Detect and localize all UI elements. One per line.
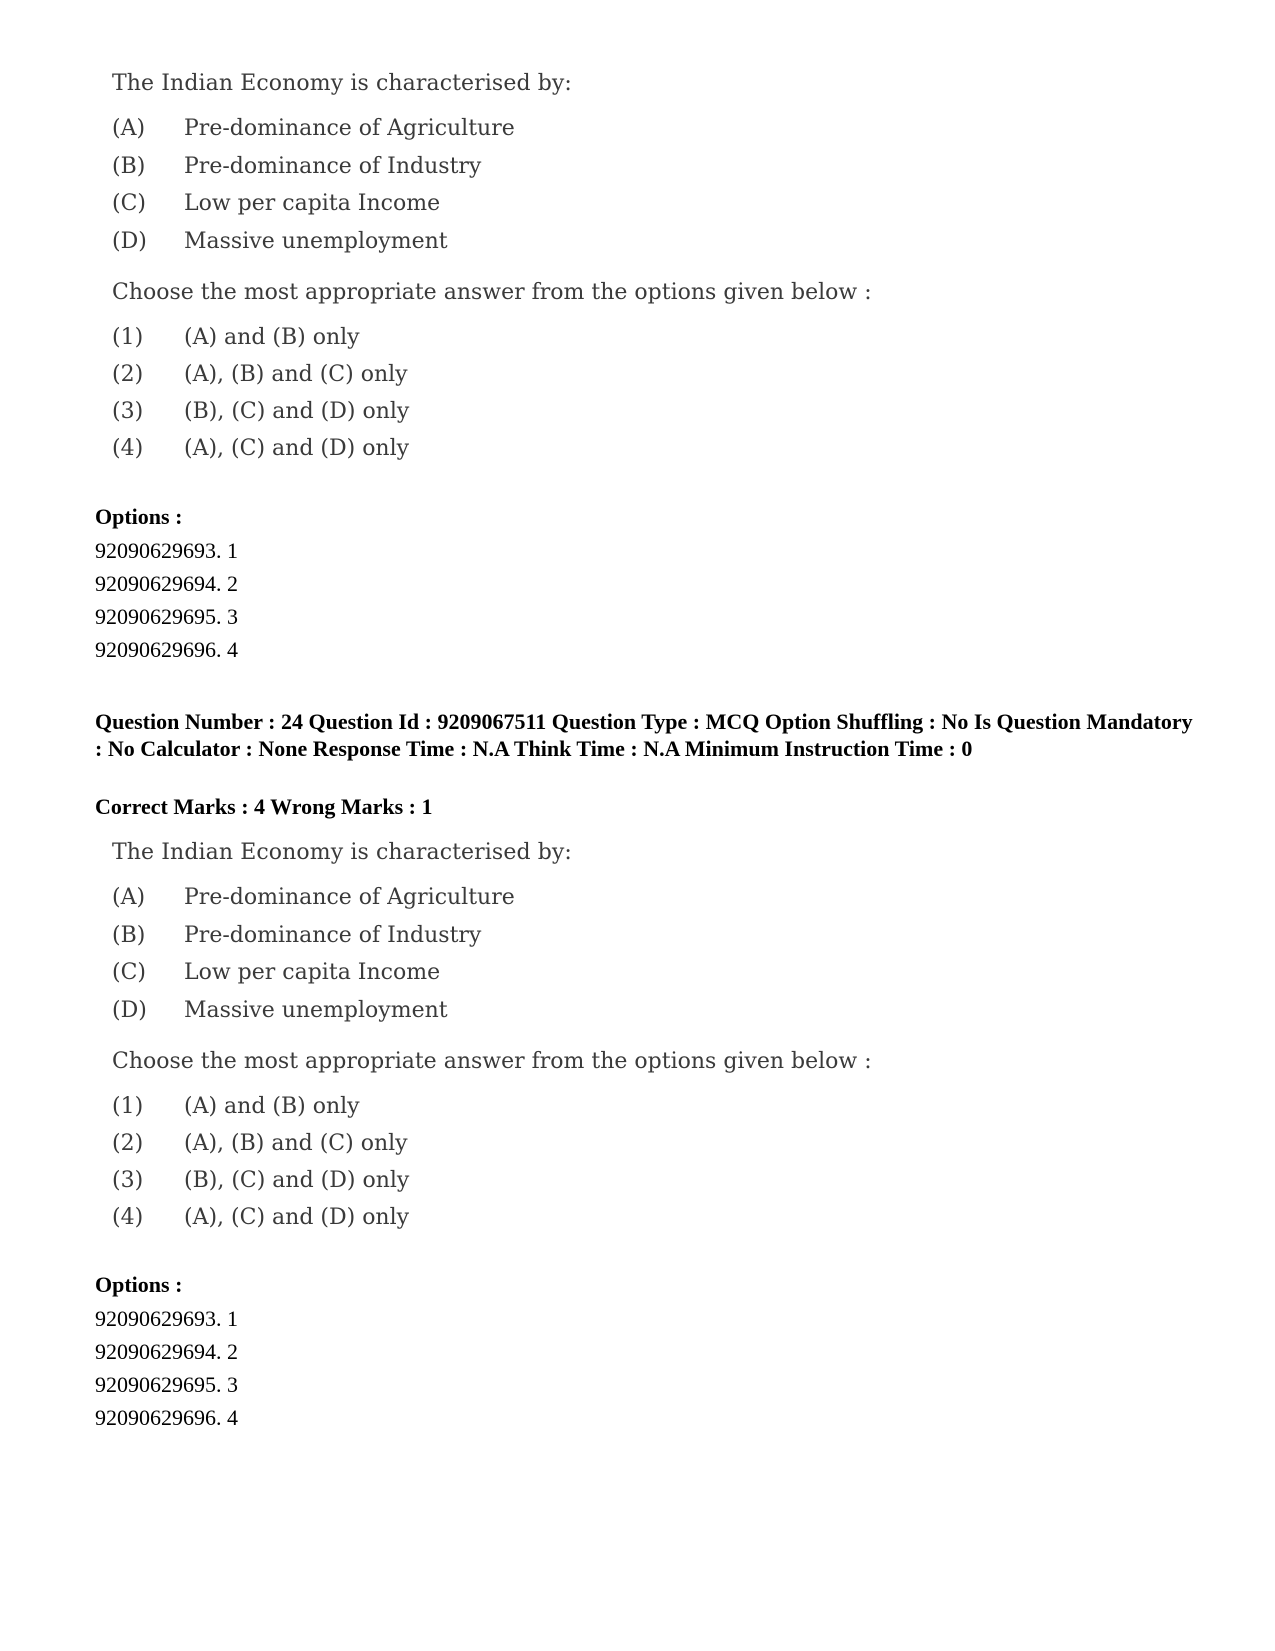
statement-text: Pre-dominance of Agriculture [184, 885, 515, 910]
options-title: Options : [95, 504, 183, 529]
statement-item [112, 185, 872, 223]
statement-text: Low per capita Income [184, 191, 441, 216]
choice-text: (A), (B) and (C) only [184, 362, 408, 387]
option-row: 92090629696. 4 [95, 637, 238, 662]
statement-text: Low per capita Income [184, 960, 441, 985]
statement-item [112, 992, 872, 1030]
statement-text: Pre-dominance of Industry [184, 922, 482, 948]
options-title: Options : [95, 1272, 183, 1297]
choice-label: (2) [112, 362, 144, 387]
statement-item [112, 110, 872, 148]
option-row: 92090629694. 2 [95, 571, 238, 596]
choice-item [112, 393, 872, 430]
statement-label: (A) [112, 116, 146, 141]
choice-label: (2) [112, 1131, 144, 1156]
choice-text: (A), (C) and (D) only [184, 1205, 410, 1230]
statement-text: Massive unemployment [184, 997, 448, 1023]
choice-label: (3) [112, 399, 144, 424]
choice-item [112, 1162, 872, 1199]
statement-text: Pre-dominance of Agriculture [184, 116, 515, 141]
option-row: 92090629695. 3 [95, 1372, 238, 1397]
option-row: 92090629693. 1 [95, 1306, 238, 1331]
choice-item [112, 1088, 872, 1125]
statement-item [112, 917, 872, 955]
option-row: 92090629695. 3 [95, 604, 238, 629]
question-stem: The Indian Economy is characterised by: [112, 840, 572, 865]
statement-label: (D) [112, 997, 147, 1023]
choice-label: (4) [112, 1205, 144, 1230]
choice-text: (B), (C) and (D) only [184, 399, 410, 424]
choice-label: (3) [112, 1168, 144, 1193]
question-stem: The Indian Economy is characterised by: [112, 71, 572, 96]
options-list [95, 500, 238, 666]
choice-label: (1) [112, 325, 144, 350]
statement-label: (A) [112, 885, 146, 910]
choice-text: (A) and (B) only [184, 325, 360, 350]
statement-label: (B) [112, 922, 146, 948]
statement-item [112, 223, 872, 261]
statement-item [112, 879, 872, 917]
choice-item [112, 430, 872, 467]
option-row: 92090629693. 1 [95, 538, 238, 563]
statement-text: Massive unemployment [184, 228, 448, 254]
statement-label: (C) [112, 191, 146, 216]
statement-label: (D) [112, 228, 147, 254]
choice-item [112, 356, 872, 393]
choice-item [112, 1125, 872, 1162]
question-image [112, 66, 872, 467]
statement-text: Pre-dominance of Industry [184, 153, 482, 179]
question-image [112, 835, 872, 1236]
choice-text: (A), (C) and (D) only [184, 436, 410, 461]
choice-text: (A) and (B) only [184, 1094, 360, 1119]
statement-label: (C) [112, 960, 146, 985]
choice-label: (4) [112, 436, 144, 461]
question-marks: Correct Marks : 4 Wrong Marks : 1 [95, 794, 433, 819]
choice-item [112, 1199, 872, 1236]
statement-label: (B) [112, 153, 146, 179]
statement-item [112, 954, 872, 992]
choice-item [112, 319, 872, 356]
choice-label: (1) [112, 1094, 144, 1119]
choice-text: (B), (C) and (D) only [184, 1168, 410, 1193]
option-row: 92090629694. 2 [95, 1339, 238, 1364]
option-row: 92090629696. 4 [95, 1405, 238, 1430]
instruction-text: Choose the most appropriate answer from the options given below : [112, 280, 872, 305]
question-meta: Question Number : 24 Question Id : 9209067511 Question Type : MCQ Option Shuffling : No Is Question Mandatory : No Calculator : None Response Time : N.A Think Time : N.A Minimum Instruction Time : 0 [95, 709, 1193, 761]
instruction-text: Choose the most appropriate answer from the options given below : [112, 1049, 872, 1074]
statement-item [112, 148, 872, 186]
options-list [95, 1268, 238, 1434]
choice-text: (A), (B) and (C) only [184, 1131, 408, 1156]
